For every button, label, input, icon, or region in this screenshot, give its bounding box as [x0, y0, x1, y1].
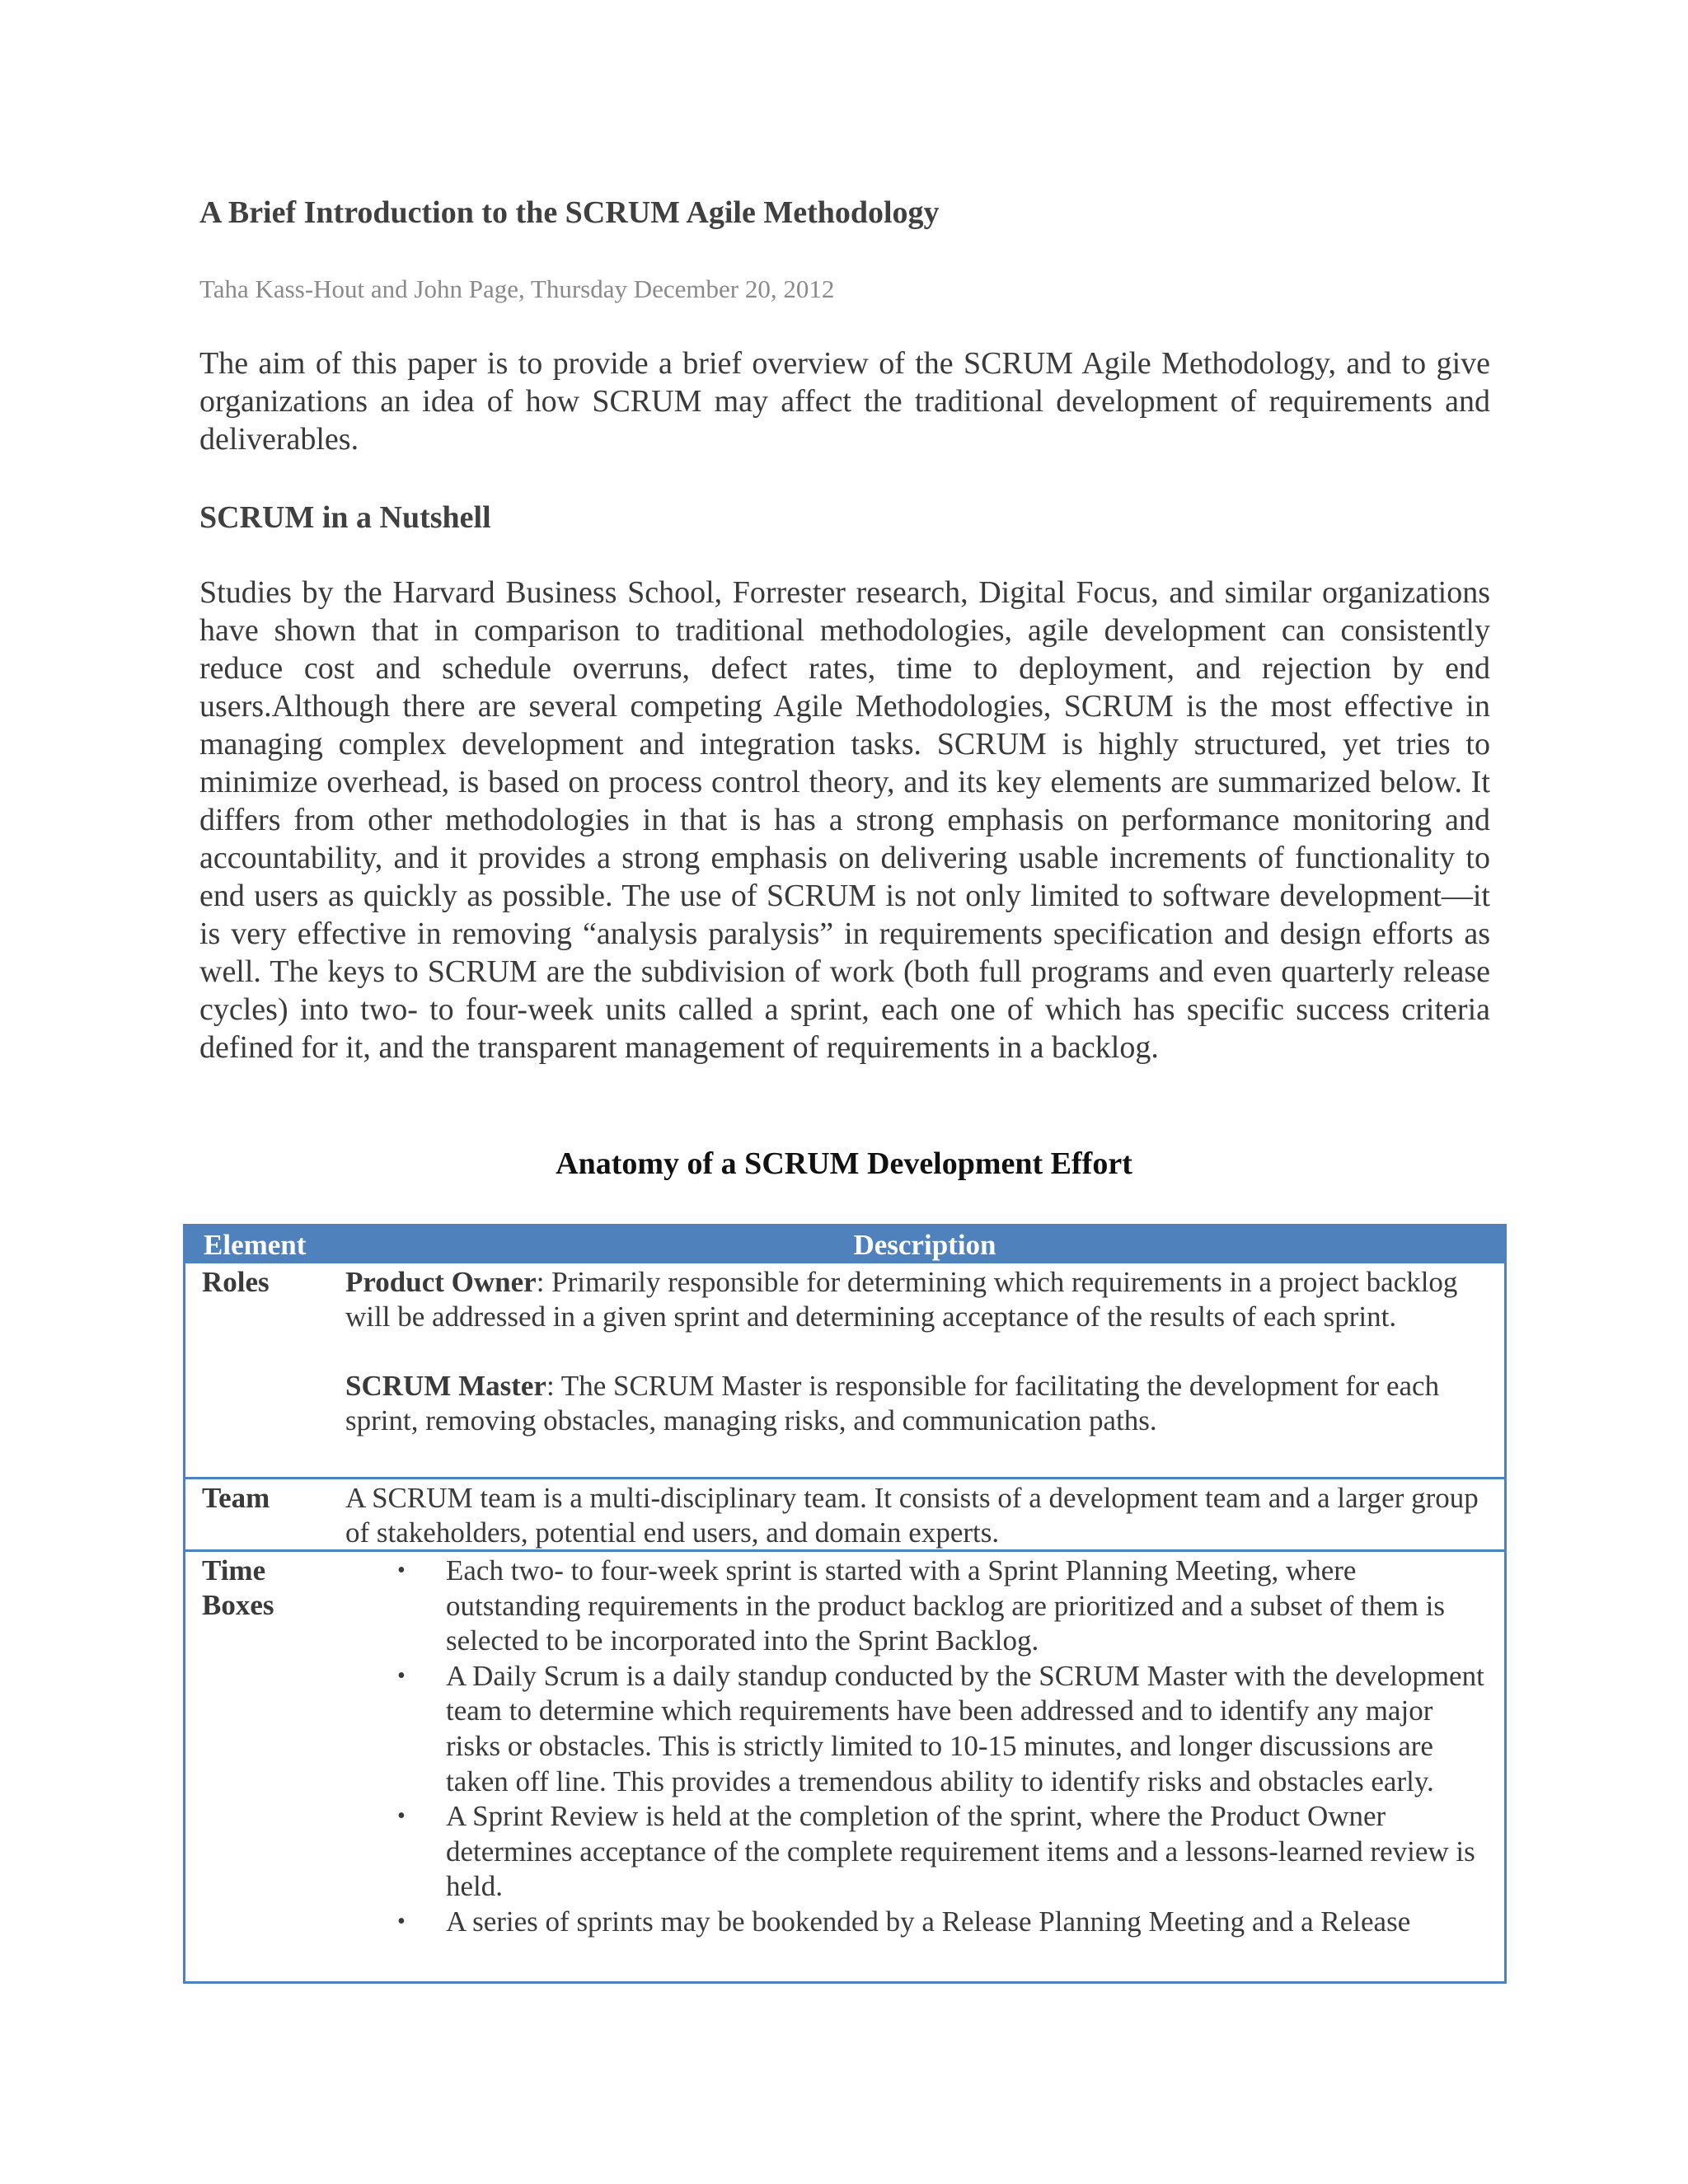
table-row-team	[185, 1479, 1504, 1552]
time-boxes-list	[345, 1554, 1491, 1940]
list-item-text: A Sprint Review is held at the completion of the sprint, where the Product Owner determines acceptance of the complete requirement items and a lessons-learned review is held.	[446, 1800, 1475, 1903]
bullet-icon: •	[397, 1803, 406, 1830]
list-item	[345, 1554, 1491, 1659]
scrum-table	[183, 1224, 1507, 1984]
list-item	[345, 1905, 1491, 1940]
list-item-text: Each two- to four-week sprint is started with a Sprint Planning Meeting, where outstanding requirements in the product backlog are prioritized and a subset of them is selected to be incorporated into the Sprint Backlog.	[446, 1554, 1446, 1657]
list-item	[345, 1659, 1491, 1799]
scrum-master-term: SCRUM Master	[345, 1370, 546, 1402]
scrum-master-definition	[345, 1369, 1483, 1438]
bullet-icon: •	[397, 1558, 406, 1583]
table-caption: Anatomy of a SCRUM Development Effort	[556, 1146, 1132, 1181]
intro-paragraph: The aim of this paper is to provide a brief overview of the SCRUM Agile Methodology, and to give organizations an idea of how SCRUM may affect the traditional development of requirements and deliverables.	[199, 346, 1490, 457]
list-item	[345, 1799, 1491, 1905]
product-owner-text: : Primarily responsible for determining which requirements in a project backlog will be addressed in a given sprint and determining acceptance of the results of each sprint.	[345, 1266, 1458, 1333]
table-header-row	[185, 1226, 1504, 1263]
document-title: A Brief Introduction to the SCRUM Agile Methodology	[199, 195, 940, 230]
table-row-roles	[185, 1263, 1504, 1479]
nutshell-paragraph: Studies by the Harvard Business School, Forrester research, Digital Focus, and similar organizations have shown that in comparison to traditional methodologies, agile development can consistently reduce cost and schedule overruns, defect rates, time to deployment, and rejection by end users.Although there are several competing Agile Methodologies, SCRUM is the most effective in managing complex development and integration tasks. SCRUM is highly structured, yet tries to minimize overhead, is based on process control theory, and its key elements are summarized below. It differs from other methodologies in that is has a strong emphasis on performance monitoring and accountability, and it provides a strong emphasis on delivering usable increments of functionality to end users as quickly as possible. The use of SCRUM is not only limited to software development—it is very effective in removing “analysis paralysis” in requirements specification and design efforts as well. The keys to SCRUM are the subdivision of work (both full programs and even quarterly release cycles) into two- to four-week units called a sprint, each one of which has specific success criteria defined for it, and the transparent management of requirements in a backlog.	[199, 575, 1490, 1065]
list-item-text: A series of sprints may be bookended by a Release Planning Meeting and a Release	[446, 1905, 1411, 1938]
column-header-element: Element	[204, 1229, 307, 1261]
table-row-time-boxes	[185, 1552, 1504, 1982]
scrum-master-text: : The SCRUM Master is responsible for facilitating the development for each sprint, removing obstacles, managing risks, and communication paths.	[345, 1370, 1440, 1436]
bullet-icon: •	[397, 1908, 406, 1934]
row-label-team: Team	[202, 1482, 270, 1514]
byline: Taha Kass-Hout and John Page, Thursday December 20, 2012	[199, 274, 835, 303]
row-description-team: A SCRUM team is a multi-disciplinary team. It consists of a development team and a larger group of stakeholders, potential end users, and domain experts.	[345, 1482, 1479, 1549]
product-owner-term: Product Owner	[345, 1266, 537, 1298]
row-description-time-boxes	[345, 1554, 1491, 1940]
row-label-time-boxes: Time Boxes	[202, 1554, 274, 1621]
list-item-text: A Daily Scrum is a daily standup conducted by the SCRUM Master with the development team to determine which requirements have been addressed and to identify any major risks or obstacles. This is strictly limited to 10-15 minutes, and longer discussions are taken off line. This provides a tremendous ability to identify risks and obstacles early.	[446, 1659, 1484, 1797]
product-owner-definition	[345, 1265, 1483, 1334]
row-description-roles	[345, 1265, 1483, 1438]
row-label-roles: Roles	[202, 1266, 270, 1298]
bullet-icon: •	[397, 1662, 406, 1689]
section-heading: SCRUM in a Nutshell	[199, 500, 491, 535]
column-header-description: Description	[853, 1229, 996, 1261]
